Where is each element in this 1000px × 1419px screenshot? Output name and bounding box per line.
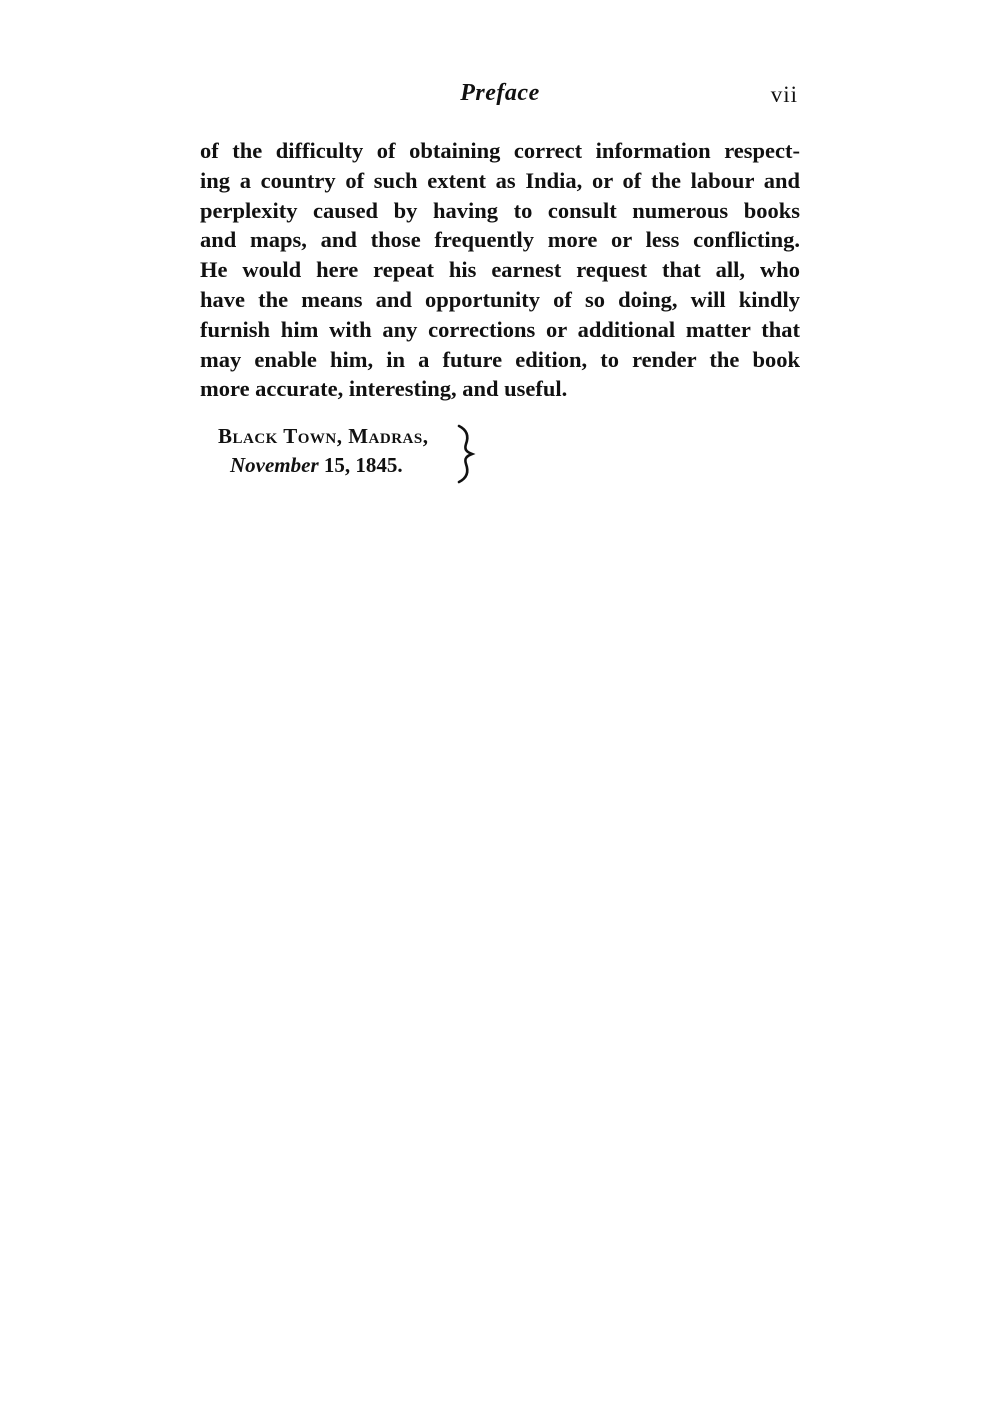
preface-paragraph (200, 136, 800, 404)
signoff-place: Black Town, Madras, (218, 424, 429, 448)
running-head (200, 80, 800, 116)
text-line: may enable him, in a future edition, to render the book (200, 346, 800, 372)
text-line: of the difficulty of obtaining correct information respect- (200, 138, 800, 163)
signoff-date (218, 451, 428, 480)
signoff-month: November (230, 453, 319, 477)
text-line: more accurate, interesting, and useful. (200, 376, 568, 402)
signoff-block (218, 422, 428, 480)
text-line: ing a country of such extent as India, or of the labour and (200, 167, 800, 193)
text-line: furnish him with any corrections or additional matter that (200, 316, 800, 342)
curly-brace-icon (455, 424, 477, 484)
signoff-day-year: 15, 1845. (323, 453, 403, 477)
text-line: He would here repeat his earnest request that all, who (200, 257, 800, 283)
running-title: Preface (460, 80, 540, 106)
page-number: vii (770, 82, 798, 107)
text-line: have the means and opportunity of so doing, will kindly (200, 286, 800, 312)
text-line: and maps, and those frequently more or less conflicting. (200, 227, 800, 253)
text-line: perplexity caused by having to consult numerous books (200, 197, 800, 223)
